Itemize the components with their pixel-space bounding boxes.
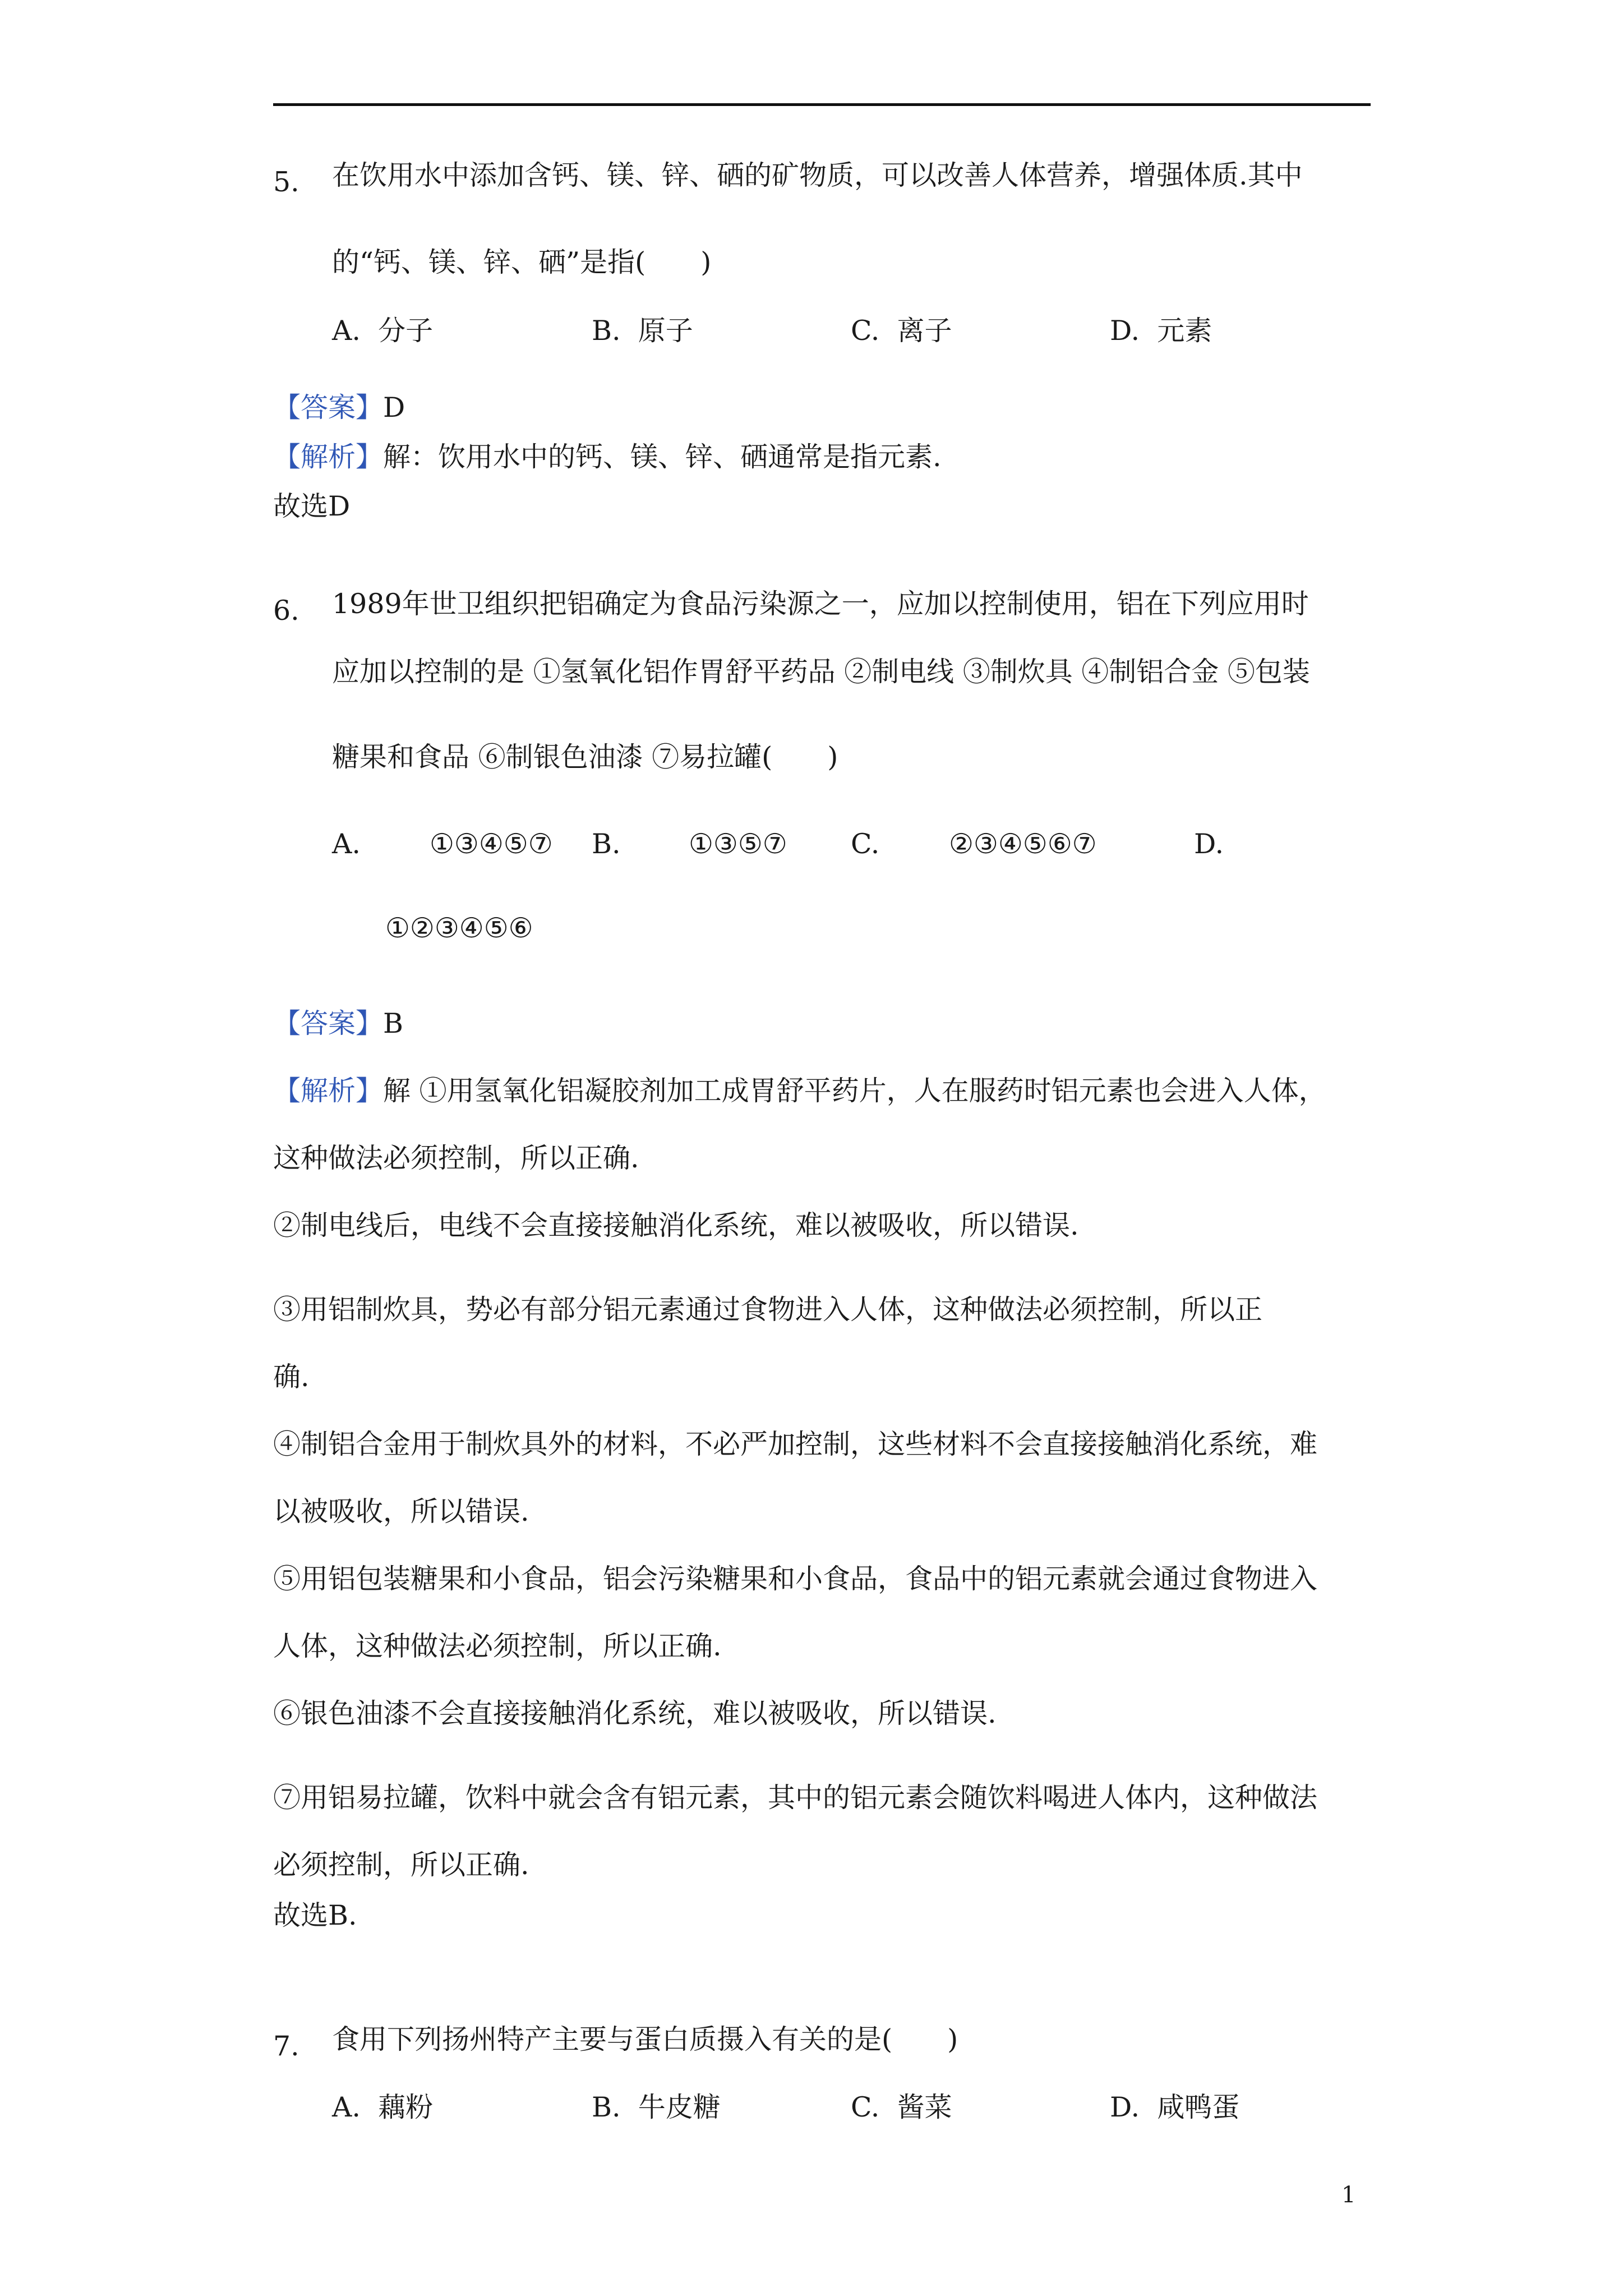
- option-text: 酱菜: [897, 2091, 952, 2123]
- answer-label: 【答案】: [273, 392, 384, 424]
- option-text: 咸鸭蛋: [1157, 2091, 1240, 2123]
- option-letter: A.: [332, 2091, 361, 2123]
- question-number: 6.: [273, 595, 299, 627]
- answer-label: 【答案】: [273, 1007, 384, 1039]
- analysis-line: ③用铝制炊具，势必有部分铝元素通过食物进入人体，这种做法必须控制，所以正: [273, 1294, 1263, 1326]
- option-letter: D.: [1110, 2091, 1140, 2123]
- page-number: 1: [1341, 2182, 1356, 2208]
- analysis-label: 【解析】: [273, 441, 384, 473]
- analysis-line: 确.: [273, 1361, 310, 1393]
- option-b-letter: B.: [592, 828, 621, 860]
- question-stem-line: 1989年世卫组织把铝确定为食品污染源之一，应加以控制使用，铝在下列应用时: [332, 588, 1309, 620]
- option-letter: D.: [1110, 315, 1140, 347]
- option-c: [851, 2091, 952, 2124]
- option-d-text: ①②③④⑤⑥: [385, 912, 533, 944]
- analysis-label: 【解析】: [273, 1075, 384, 1107]
- analysis-line: ⑤用铝包装糖果和小食品，铝会污染糖果和小食品，食品中的铝元素就会通过食物进入: [273, 1563, 1318, 1595]
- answer-line: [273, 1007, 403, 1041]
- option-a-letter: A.: [332, 828, 361, 860]
- option-d: [1110, 314, 1212, 348]
- analysis-line: [273, 1074, 1326, 1108]
- question-stem-line: 应加以控制的是 ①氢氧化铝作胃舒平药品 ②制电线 ③制炊具 ④制铝合金 ⑤包装: [332, 656, 1310, 688]
- question-number: 7.: [273, 2030, 299, 2062]
- option-d: [1110, 2091, 1239, 2124]
- option-b: [592, 314, 693, 348]
- option-c-text: ②③④⑤⑥⑦: [949, 828, 1097, 860]
- option-text: 离子: [897, 315, 952, 347]
- analysis-line: 必须控制，所以正确.: [273, 1849, 529, 1881]
- conclusion: 故选B.: [273, 1899, 357, 1931]
- analysis-line: ⑥银色油漆不会直接接触消化系统，难以被吸收，所以错误.: [273, 1697, 997, 1729]
- option-text: 藕粉: [378, 2091, 434, 2123]
- option-text: 分子: [378, 315, 434, 347]
- option-b: [592, 2091, 721, 2124]
- option-text: 牛皮糖: [638, 2091, 721, 2123]
- analysis-text: 解 ①用氢氧化铝凝胶剂加工成胃舒平药片，人在服药时铝元素也会进入人体，: [383, 1075, 1326, 1107]
- option-letter: B.: [592, 2091, 621, 2123]
- option-b-text: ①③⑤⑦: [689, 828, 787, 860]
- conclusion: 故选D: [273, 490, 351, 522]
- option-c-letter: C.: [851, 828, 880, 860]
- option-letter: A.: [332, 315, 361, 347]
- question-stem-line: 糖果和食品 ⑥制银色油漆 ⑦易拉罐( ): [332, 741, 838, 773]
- analysis-text: 解：饮用水中的钙、镁、锌、硒通常是指元素.: [383, 441, 942, 473]
- analysis-line: 人体，这种做法必须控制，所以正确.: [273, 1630, 722, 1662]
- option-letter: B.: [592, 315, 621, 347]
- analysis-line: ④制铝合金用于制炊具外的材料，不必严加控制，这些材料不会直接接触消化系统，难: [273, 1428, 1318, 1460]
- answer-line: [273, 391, 405, 425]
- question-stem-line: 在饮用水中添加含钙、镁、锌、硒的矿物质，可以改善人体营养，增强体质.其中: [332, 159, 1303, 191]
- analysis-line: 这种做法必须控制，所以正确.: [273, 1142, 639, 1174]
- question-stem-line: 的“钙、镁、锌、硒”是指( ): [332, 246, 712, 278]
- answer-value: B: [383, 1007, 404, 1039]
- option-c: [851, 314, 952, 348]
- question-number: 5.: [273, 166, 299, 198]
- question-stem-line: 食用下列扬州特产主要与蛋白质摄入有关的是( ): [332, 2023, 958, 2055]
- option-a-text: ①③④⑤⑦: [430, 828, 553, 860]
- option-text: 原子: [638, 315, 693, 347]
- option-a: [332, 2091, 433, 2124]
- answer-value: D: [383, 392, 405, 424]
- analysis-line: [273, 440, 942, 474]
- header-rule: [273, 103, 1371, 106]
- option-d-letter: D.: [1194, 828, 1224, 860]
- option-letter: C.: [851, 315, 880, 347]
- analysis-line: ②制电线后，电线不会直接接触消化系统，难以被吸收，所以错误.: [273, 1209, 1079, 1241]
- option-a: [332, 314, 433, 348]
- analysis-line: 以被吸收，所以错误.: [273, 1496, 529, 1527]
- analysis-line: ⑦用铝易拉罐，饮料中就会含有铝元素，其中的铝元素会随饮料喝进人体内，这种做法: [273, 1782, 1318, 1814]
- option-letter: C.: [851, 2091, 880, 2123]
- option-text: 元素: [1157, 315, 1212, 347]
